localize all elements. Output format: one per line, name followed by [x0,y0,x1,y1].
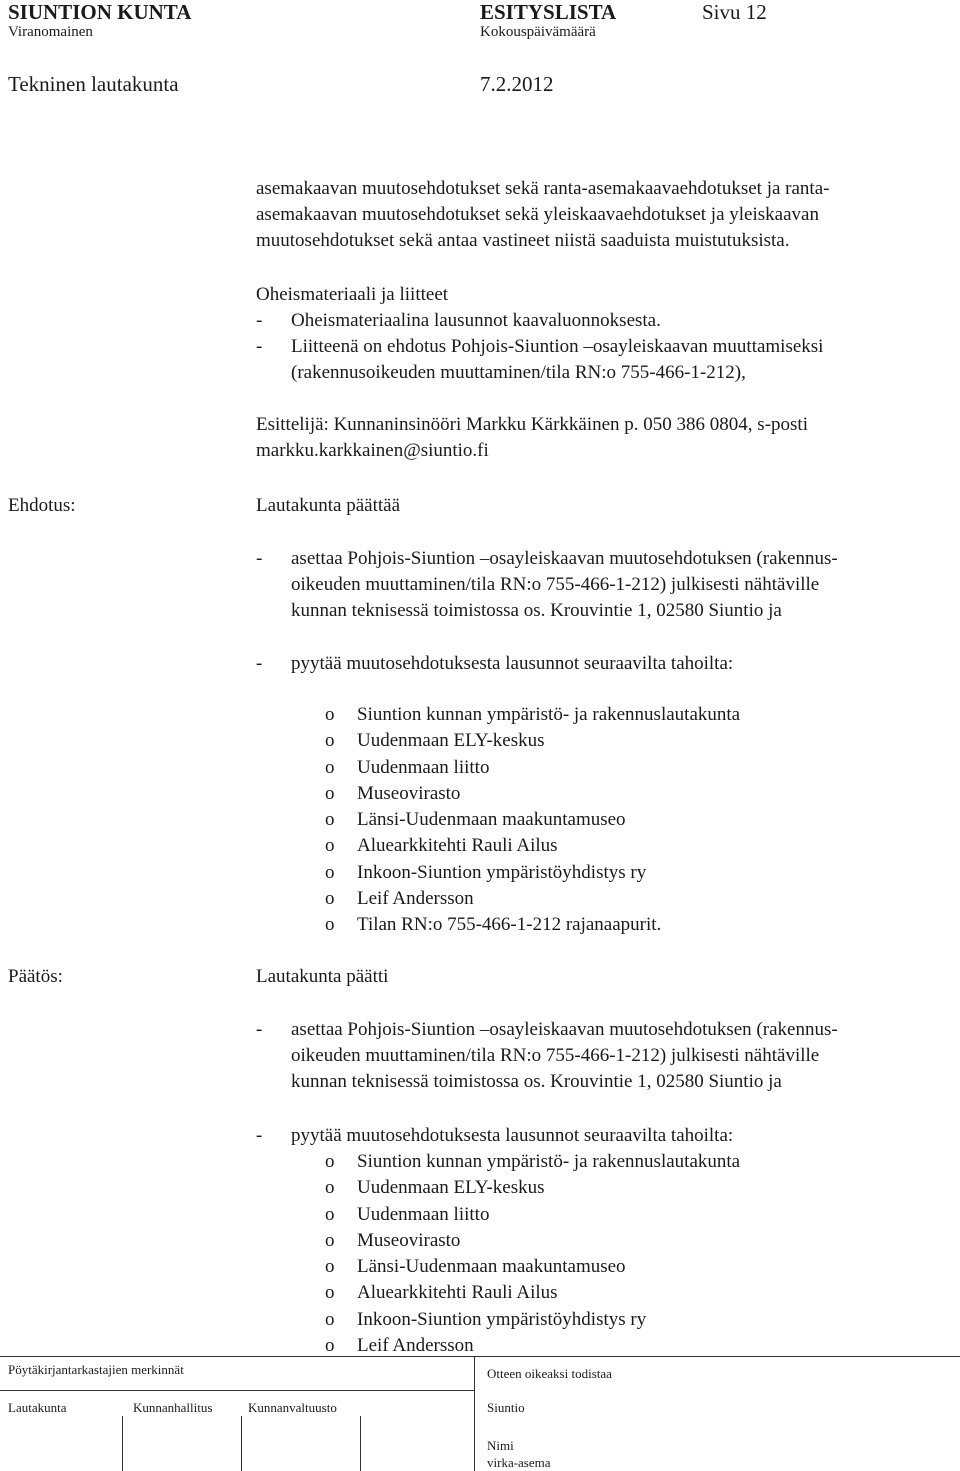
page-number: Sivu 12 [702,0,767,24]
bullet-marker: o [325,835,335,857]
bullet-marker: o [325,809,335,831]
list-item-text: Aluearkkitehti Rauli Ailus [357,1282,558,1304]
bullet-marker: o [325,782,335,804]
decision-intro: Lautakunta päätti [256,966,389,987]
document-type: ESITYSLISTA [480,0,617,24]
bullet-marker: o [325,1335,335,1357]
footer-council: Kunnanvaltuusto [248,1400,337,1415]
dash-marker: - [256,653,263,674]
footer-rule [0,1390,474,1391]
presenter-info [256,412,946,464]
bullet-marker: o [325,1282,335,1304]
bullet-marker: o [325,1256,335,1278]
footer-board: Lautakunta [8,1400,67,1415]
presenter-email: markku.karkkainen@siuntio.fi [256,440,489,461]
org-name: SIUNTION KUNTA [8,0,192,24]
attachment-text: Oheismateriaalina lausunnot kaavaluonnoksesta. [291,310,661,331]
bullet-marker: o [325,1203,335,1225]
intro-line: muutosehdotukset sekä antaa vastineet niistä saaduista muistutuksista. [256,230,790,251]
list-item-text: Museovirasto [357,1229,461,1251]
list-item-text: Siuntion kunnan ympäristö- ja rakennuslautakunta [357,1151,741,1172]
footer-position: virka-asema [487,1455,551,1470]
list-item-text: Inkoon-Siuntion ympäristöyhdistys ry [357,861,647,883]
decision-text: pyytää muutosehdotuksesta lausunnot seuraavilta tahoilta: [291,1125,734,1146]
date-label: Kokouspäivämäärä [480,24,596,40]
decision-text: oikeuden muuttaminen/tila RN:o 755-466-1-212) julkisesti nähtäville [291,1045,820,1066]
decision-text: kunnan teknisessä toimistossa os. Krouvintie 1, 02580 Siuntio ja [291,1071,782,1092]
bullet-marker: o [325,1308,335,1330]
proposal-text: pyytää muutosehdotuksesta lausunnot seuraavilta tahoilta: [291,653,734,674]
proposal-text: oikeuden muuttaminen/tila RN:o 755-466-1-212) julkisesti nähtäville [291,574,820,595]
bullet-marker: o [325,730,335,752]
attachment-text: (rakennusoikeuden muuttaminen/tila RN:o 755-466-1-212), [291,362,746,383]
dash-marker: - [256,310,263,331]
proposal-text: kunnan teknisessä toimistossa os. Krouvintie 1, 02580 Siuntio ja [291,600,782,621]
list-item-text: Länsi-Uudenmaan maakuntamuseo [357,1256,626,1278]
dash-marker: - [256,336,263,357]
decision-text: asettaa Pohjois-Siuntion –osayleiskaavan muutosehdotuksen (rakennus- [291,1019,838,1040]
footer-verifiers-label: Pöytäkirjantarkastajien merkinnät [8,1362,184,1377]
bullet-marker: o [325,914,335,936]
footer-divider [122,1416,123,1471]
footer-place: Siuntio [487,1400,525,1415]
list-item-text: Uudenmaan ELY-keskus [357,1177,545,1199]
bullet-marker: o [325,1151,335,1172]
list-item-text: Aluearkkitehti Rauli Ailus [357,835,558,857]
intro-line: asemakaavan muutosehdotukset sekä ranta-asemakaavaehdotukset ja ranta- [256,178,830,199]
list-item-text: Länsi-Uudenmaan maakuntamuseo [357,809,626,831]
footer-govt: Kunnanhallitus [133,1400,213,1415]
authority: Tekninen lautakunta [8,72,179,96]
list-item-text: Uudenmaan liitto [357,1203,490,1225]
footer-top-rule [0,1356,960,1357]
authority-label: Viranomainen [8,24,93,40]
footer-certified: Otteen oikeaksi todistaa [487,1366,612,1381]
presenter-line: Esittelijä: Kunnaninsinööri Markku Kärkkäinen p. 050 386 0804, s-posti [256,414,808,435]
attachments-heading: Oheismateriaali ja liitteet [256,284,449,305]
footer-divider [241,1416,242,1471]
bullet-marker: o [325,888,335,910]
footer-divider [360,1416,361,1471]
proposal-label: Ehdotus: [8,495,76,516]
intro-line: asemakaavan muutosehdotukset sekä yleiskaavaehdotukset ja yleiskaavan [256,204,819,225]
proposal-text: asettaa Pohjois-Siuntion –osayleiskaavan muutosehdotuksen (rakennus- [291,548,838,569]
dash-marker: - [256,1019,263,1040]
bullet-marker: o [325,704,335,725]
list-item-text: Uudenmaan ELY-keskus [357,730,545,752]
bullet-marker: o [325,1177,335,1199]
list-item-text: Leif Andersson [357,888,474,910]
list-item-text: Inkoon-Siuntion ympäristöyhdistys ry [357,1308,647,1330]
list-item-text: Leif Andersson [357,1335,474,1357]
list-item-text: Siuntion kunnan ympäristö- ja rakennuslautakunta [357,704,741,725]
bullet-marker: o [325,756,335,778]
meeting-date: 7.2.2012 [480,72,554,96]
dash-marker: - [256,1125,263,1146]
footer-name: Nimi [487,1438,514,1453]
list-item-text: Tilan RN:o 755-466-1-212 rajanaapurit. [357,914,662,936]
dash-marker: - [256,548,263,569]
bullet-marker: o [325,1229,335,1251]
decision-label: Päätös: [8,966,63,987]
bullet-marker: o [325,861,335,883]
footer-divider [474,1356,475,1471]
attachment-text: Liitteenä on ehdotus Pohjois-Siuntion –osayleiskaavan muuttamiseksi [291,336,824,357]
page-footer [0,1356,960,1471]
intro-paragraph [256,176,946,254]
list-item-text: Uudenmaan liitto [357,756,490,778]
proposal-intro: Lautakunta päättää [256,495,401,516]
list-item-text: Museovirasto [357,782,461,804]
